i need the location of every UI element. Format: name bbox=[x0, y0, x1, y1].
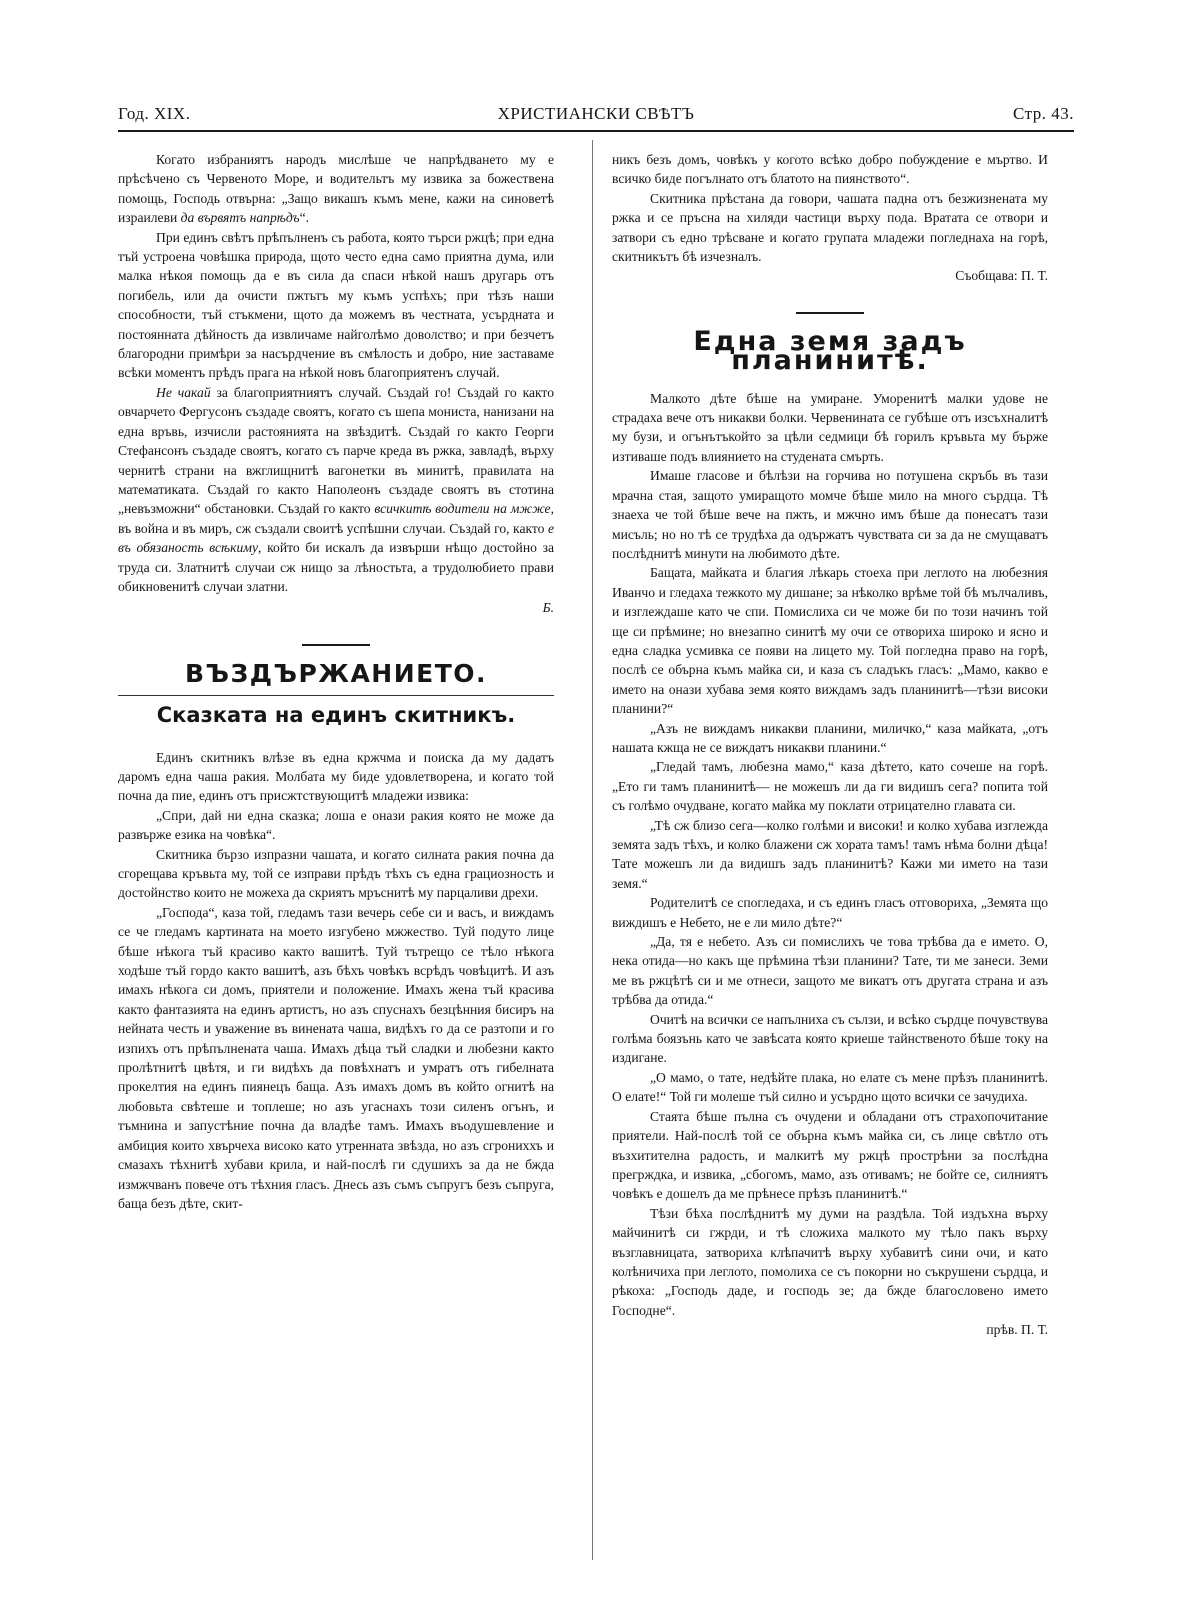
text-run: Когато избраниятъ народъ мислѣше че напрѣдването му е прѣсѣчено съ Червеното Море, и водительтъ му извика за божествена помощь, Господь отвърна: „Защо викашъ къмъ мене, кажи на синоветѣ израилеви bbox=[118, 152, 554, 226]
article-paragraph: Стаята бѣше пълна съ очудени и обладани отъ страхопочитание приятели. Най-послѣ той се обърна къмъ майка си, съ лице свѣтло отъ възхитителна радость, и малкитѣ му ржцѣ прострѣни за послѣдна прегрждка, и извика, „сбогомъ, мамо, азъ отивамъ; не бойте се, силниятъ човѣкъ е дошелъ да ме прѣнесе прѣзъ планинитѣ.“ bbox=[612, 1108, 1048, 1202]
article-paragraph: Бащата, майката и благия лѣкарь стоеха при леглото на любезния Иванчо и гледаха тежкото му дишане; за нѣколко врѣме той бѣ мълчаливъ, и изглеждаше като че спи. Помислиха си че може би по този начинъ той ще си прѣмине; но внезапно синитѣ му очи се отвориха широко и ясно и една сладка усмивка се появи на лицето му. Той погледна право на горѣ, послѣ се обърна къмъ майка си, и каза съ сладъкъ гласъ: „Мамо, какво е името на онази хубава земя която виждамъ задъ планинитѣ—тѣзи високи планини?“ bbox=[612, 565, 1048, 717]
title-rule bbox=[118, 695, 554, 696]
article-paragraph: Малкото дѣте бѣше на умиране. Уморенитѣ малки удове не страдаха вече отъ никакви болки. Червенината се губѣше отъ изсъхналитѣ му бузи, и огънътъкойто за цѣли седмици бѣ горилъ кръвьта му бърже изтиваше подъ влиянието на студената смърть. bbox=[612, 390, 1048, 464]
section-separator bbox=[302, 644, 370, 646]
article-paragraph: „Спри, дай ни една сказка; лоша е онази ракия която не може да развърже езика на човѣка“. bbox=[118, 807, 554, 843]
emphasis-text: е въ обязаность всѣкиму bbox=[118, 520, 554, 556]
article-paragraph: Скитника прѣстана да говори, чашата падна отъ безжизнената му ржка и се пръсна на хиляди частици върху пода. Вратата се отвори и затвори съ едно трѣсване и когато групата младежи погледнаха на горѣ, скитникътъ бѣ изчезналъ. bbox=[612, 190, 1048, 265]
article-paragraph: „Тѣ сж близо сега—колко голѣми и високи! и колко хубава изглежда земята задъ тѣхъ, и колко блажени сж хората тамъ! тамъ нѣма болни дѣца! Тате можешъ ли да видишъ задъ планинитѣ? Кажи ми името на тази земя.“ bbox=[612, 817, 1048, 891]
article-paragraph: „Да, тя е небето. Азъ си помислихъ че това трѣбва да е името. О, нека отида—но какъ ще прѣмина тѣзи планини? Тате, ти ме занеси. Земи ме въ ржцѣтѣ си и ме отнеси, защото ме викатъ отъ другата страна и азъ трѣбва да отида.“ bbox=[612, 934, 1048, 1008]
emphasis-text: всичкитѣ водители на мжже bbox=[374, 501, 551, 517]
article-signature: Съобщава: П. Т. bbox=[955, 268, 1048, 284]
header-publication-title: ХРИСТИАНСКИ СВѢТЪ bbox=[497, 104, 695, 123]
article-paragraph: „О мамо, о тате, недѣйте плака, но елате съ мене прѣзъ планинитѣ. О елате!“ Той ги молеше тъй силно и усърдно щото всички се зачудиха. bbox=[612, 1069, 1048, 1105]
text-run: , който би искалъ да извърши нѣщо достойно за труда си. Златнитѣ случаи сж нищо за лѣностьта, а трудолюбието прави обикновенитѣ случаи златни. bbox=[118, 540, 554, 594]
article-title: ВЪЗДЪРЖАНИЕТО. bbox=[184, 658, 488, 688]
text-run: за благоприятниятъ случай. Създай го! Създай го както овчарчето Фергусонъ създаде своятъ, когато съ шепа мониста, нанизани на една връвь, изчисли растоянията на звѣздитѣ. Създай го както Георги Стефансонъ създаде своятъ, когато съ парче креда въ ржка, завладѣ, върху чернитѣ страни на вжглищнитѣ вагонетки въ минитѣ, правилата на математиката. Създай го както Наполеонъ създаде своятъ въ стотина „невъзможни“ обстановки. Създай го както bbox=[118, 384, 554, 517]
article-paragraph: Очитѣ на всички се напълниха съ сълзи, и всѣко сърдце почувствува голѣма боязънь като че завѣсата която криеше тайнственото бѣше току на издигане. bbox=[612, 1011, 1048, 1066]
page-header bbox=[118, 104, 1074, 132]
text-run: , въ война и въ миръ, сж създали своитѣ успѣшни случаи. Създай го, както bbox=[118, 501, 554, 536]
article-paragraph: Единъ скитникъ влѣзе въ една кржчма и поиска да му дадатъ даромъ една чаша ракия. Молбата му биде удовлетворена, и когато той почна да пие, единъ отъ присжтствующитѣ младежи извика: bbox=[118, 749, 554, 804]
text-run: “. bbox=[299, 210, 310, 226]
article-land-beyond-mountains bbox=[612, 325, 1048, 1340]
article-paragraph: Имаше гласове и бѣлѣзи на горчива но потушена скръбь въ тази мрачна стая, защото умиращото момче бѣше мило на много сърдца. Тѣ знаеха че той бѣше вече на пжть, и мжчно имъ бѣше да понесатъ тази мисъль; но но тѣ се трудѣха да одържатъ чувствата си за да не смущаватъ послѣднитѣ минути на любимото дѣте. bbox=[612, 468, 1048, 561]
emphasis-text: Не чакай bbox=[156, 384, 211, 400]
article-paragraph: „Господа“, каза той, гледамъ тази вечерь себе си и васъ, и виждамъ се че гледамъ картината на моето изгубено мжжество. Туй подуто лице бѣше нѣкога тъй красиво както вашитѣ. Туй тътрещо се тѣло нѣкога ходѣше тъй гордо както вашитѣ, азъ бѣхъ човѣкъ всрѣдъ човѣцитѣ. И азъ имахъ нѣкога си домъ, приятели и положение. Имахъ жена тъй красива както фантазията на единъ артистъ, но азъ спуснахъ безцѣнния бисиръ на нейната честь и уважение въ винената чаша, видѣхъ го да се разтопи и го изпихъ отъ прѣпълнената чаша. Имахъ дѣца тъй сладки и любезни както пролѣтнитѣ цвѣтя, и ги видѣхъ да повѣхнатъ и умратъ отъ гибелната прокелтия на единъ пиянецъ баща. Азъ имахъ домъ въ който огнитѣ на любовьта свѣтеше и топлеше; но азъ угаснахъ този силенъ огънъ, и тъмнина и запустѣние почна да владѣе тамъ. Имахъ въодушевление и амбиция които хвърчеха високо като утренната звѣзда, но азъ сгрониххъ и смазахъ тѣхнитѣ хубави крила, и най-послѣ ги сдушихъ за да не бжда измжчванъ повече отъ тѣхния гласъ. Днесь азъ съмъ съпругъ безъ съпруга, баща безъ дѣте, скит- bbox=[118, 904, 554, 1211]
article-temperance-continued bbox=[612, 150, 1048, 286]
header-year: Год. XIX. bbox=[118, 104, 191, 123]
header-rule bbox=[118, 130, 1074, 132]
right-column bbox=[612, 150, 1048, 1340]
left-column bbox=[118, 150, 554, 1213]
article-paragraph: Скитника бързо изпразни чашата, и когато силната ракия почна да сгорещава кръвьта му, той се изправи прѣдъ тѣхъ съ една грациозность и достойнство които не можеха да скриятъ мръснитѣ му парцаливи дрехи. bbox=[118, 846, 554, 901]
article-signature: Б. bbox=[542, 600, 554, 616]
article-signature: прѣв. П. Т. bbox=[986, 1322, 1048, 1338]
column-divider bbox=[592, 140, 593, 1560]
article-paragraph: Тѣзи бѣха послѣднитѣ му думи на раздѣла. Той издъхна върху майчинитѣ си гжрди, и тѣ сложиха малкото му тѣло пакъ върху възглавницата, затвориха клѣпачитѣ върху хубавитѣ сини очи, и като колѣничиха при леглото, помолиха се съ покорни но съкрушени сърдца, и рѣкоха: „Господь даде, и господь зе; да бжде благословено името Господне“. bbox=[612, 1205, 1048, 1318]
article-paragraph: „Азъ не виждамъ никакви планини, миличко,“ каза майката, „отъ нашата кжща не се виждатъ никакви планини.“ bbox=[612, 720, 1048, 755]
article-subtitle: Сказката на единъ скитникъ. bbox=[156, 703, 516, 728]
article-paragraph: „Гледай тамъ, любезна мамо,“ каза дѣтето, като сочеше на горѣ. „Ето ги тамъ планинитѣ— не можешъ ли да ги видишъ сега? попита той съ голѣмо очудване, когато майка му поклати отрицателно главата си. bbox=[612, 759, 1048, 814]
article-paragraph: никъ безъ домъ, човѣкъ у когото всѣко добро побуждение е мъртво. И всичко биде погълнато отъ блатото на пиянството“. bbox=[612, 152, 1048, 187]
emphasis-text: да вървятъ напрѣдъ bbox=[180, 210, 300, 226]
article-paragraph bbox=[118, 383, 554, 596]
article-title: Една земя задъ планинитѣ. bbox=[693, 325, 967, 377]
article-paragraph bbox=[118, 150, 554, 228]
article-opportunity bbox=[118, 150, 554, 618]
article-paragraph: Родителитѣ се спогледаха, и съ единъ гласъ отговориха, „Земята що виждишъ е Небето, не е ли мило дѣте?“ bbox=[612, 895, 1048, 930]
article-paragraph: При единъ свѣтъ прѣпълненъ съ работа, която търси ржцѣ; при една тъй устроена човѣшка природа, щото често една само приятна дума, или малка нѣкоя помощь да е въ сила да спаси нѣкой нашъ другарь отъ погибель, или да очисти пжтьтъ му къмъ успѣхъ; при тѣзъ наши способности, тъй стъкмени, щото да можемъ въ честната, усърдната и постоянната дѣйность да извличаме найголѣмо доволство; и при безчетъ благородни примѣри за насърдчение въ смѣлость и добро, ние заставаме всѣки моментъ прѣдъ прага на нѣкой новъ благоприятенъ случай. bbox=[118, 229, 554, 381]
header-page-number: Стр. 43. bbox=[1012, 104, 1074, 123]
section-separator bbox=[796, 312, 864, 314]
article-temperance bbox=[118, 658, 554, 1214]
